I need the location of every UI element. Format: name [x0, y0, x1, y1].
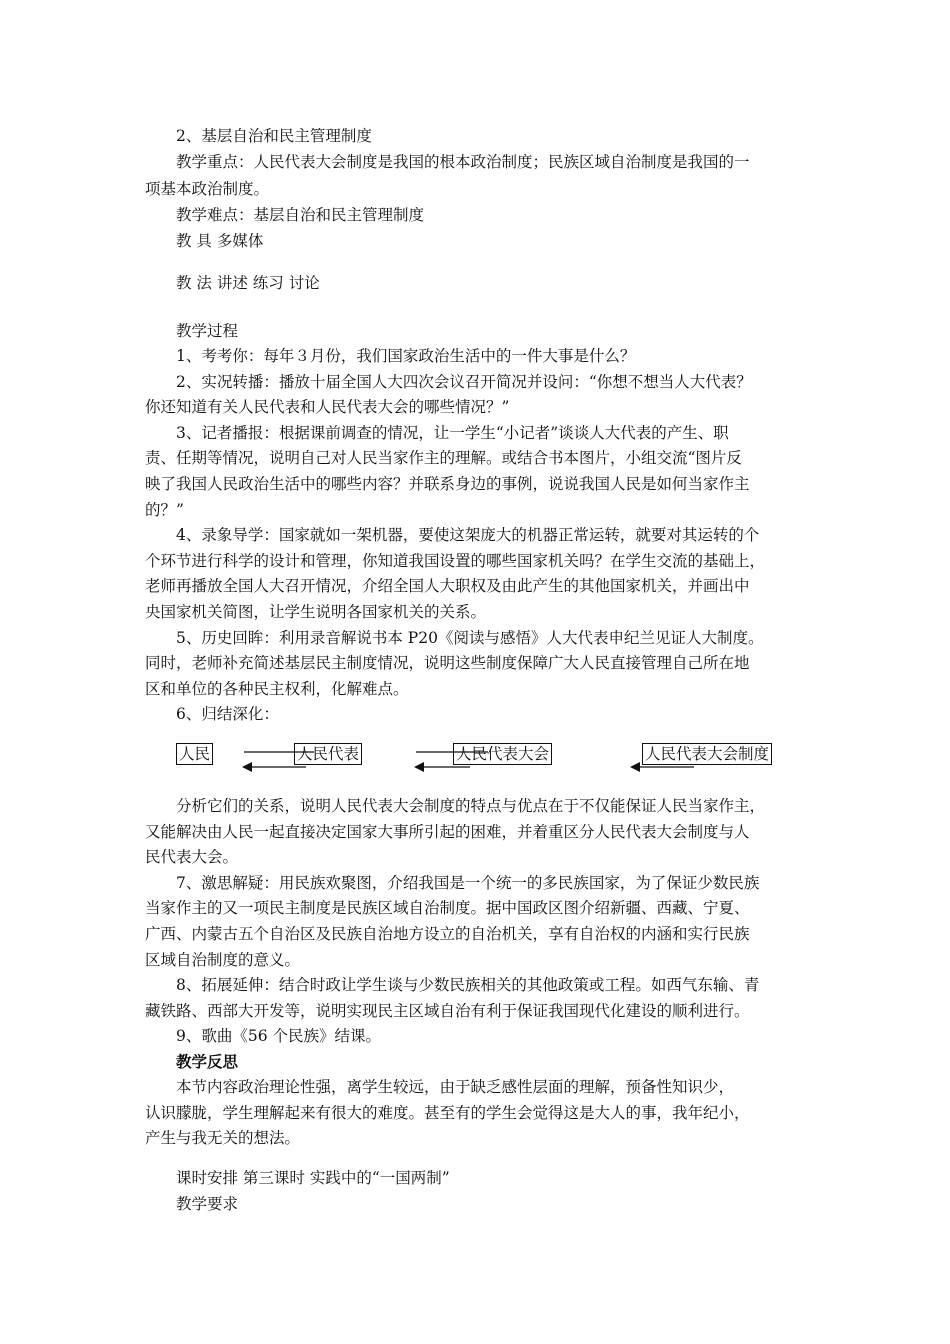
diagram-box-congress: 人民代表大会	[453, 743, 552, 765]
process-line: 同时，老师补充简述基层民主制度情况，说明这些制度保障广大人民直接管理自己所在地	[145, 654, 750, 673]
process-line: 5、历史回眸：利用录音解说书本 P20《阅读与感悟》人大代表申纪兰见证人大制度。	[176, 628, 764, 647]
process-line: 3、记者播报：根据课前调查的情况，让一学生“小记者”谈谈人大代表的产生、职	[176, 423, 729, 442]
reflection-line: 产生与我无关的想法。	[145, 1129, 301, 1148]
reflection-line: 认识朦胧，学生理解起来有很大的难度。甚至有的学生会觉得这是大人的事，我年纪小，	[145, 1103, 750, 1122]
process-line: 映了我国人民政治生活中的哪些内容？并联系身边的事例，说说我国人民是如何当家作主	[145, 475, 750, 493]
text-line: 藏铁路、西部大开发等，说明实现民主区域自治有利于保证我国现代化建设的顺利进行。	[145, 1001, 750, 1020]
process-line: 老师再播放全国人大召开情况，介绍全国人大职权及由此产生的其他国家机关，并画出中	[145, 577, 750, 596]
text-line: 7、激思解疑：用民族欢聚图，介绍我国是一个统一的多民族国家，为了保证少数民族	[176, 873, 760, 892]
arrowhead-3	[630, 762, 640, 772]
process-line: 4、录象导学：国家就如一架机器，要使这架庞大的机器正常运转，就要对其运转的个	[176, 526, 760, 545]
text-line: 2、基层自治和民主管理制度	[176, 127, 372, 145]
process-line: 1、考考你：每年３月份，我们国家政治生活中的一件大事是什么？	[176, 347, 636, 365]
text-line: 分析它们的关系，说明人民代表大会制度的特点与优点在于不仅能保证人民当家作主，	[176, 797, 766, 815]
process-line: 央国家机关简图，让学生说明各国家机关的关系。	[145, 603, 487, 621]
process-line: 个环节进行科学的设计和管理，你知道我国设置的哪些国家机关吗？在学生交流的基础上，	[145, 551, 766, 570]
text-line: 项基本政治制度。	[145, 179, 270, 198]
process-line: 责、任期等情况，说明自己对人民当家作主的理解。或结合书本图片，小组交流“图片反	[145, 449, 742, 468]
text-line: 区域自治制度的意义。	[145, 950, 301, 969]
text-line: 民代表大会。	[145, 848, 239, 867]
process-line: 区和单位的各种民主权利，化解难点。	[145, 679, 409, 698]
diagram-box-deputies: 人民代表	[294, 743, 362, 765]
text-line: 教学难点：基层自治和民主管理制度	[176, 205, 425, 224]
diagram-box-people: 人民	[176, 743, 213, 765]
process-line: 2、实况转播：播放十届全国人大四次会议召开简况并设问：“你想不想当人大代表？	[176, 372, 752, 391]
text-line: 9、歌曲《56 个民族》结课。	[176, 1027, 382, 1046]
process-title: 教学过程	[176, 322, 239, 340]
requirements-title: 教学要求	[176, 1195, 239, 1213]
text-line: 教学重点：人民代表大会制度是我国的根本政治制度；民族区域自治制度是我国的一	[176, 153, 750, 172]
process-line: 的？”	[145, 500, 184, 519]
text-line: 又能解决由人民一起直接决定国家大事所引起的困难，并着重区分人民代表大会制度与人	[145, 822, 750, 841]
arrowhead-2	[414, 762, 424, 772]
text-line: 8、拓展延伸：结合时政让学生谈与少数民族相关的其他政策或工程。如西气东输、青	[176, 976, 760, 995]
reflection-title: 教学反思	[176, 1052, 239, 1071]
process-line: 6、归结深化：	[176, 705, 279, 724]
text-line: 广西、内蒙古五个自治区及民族自治地方设立的自治机关，享有自治权的内涵和实行民族	[145, 925, 750, 943]
text-line: 当家作主的又一项民主制度是民族区域自治制度。据中国政区图介绍新疆、西藏、宁夏、	[145, 899, 750, 918]
diagram-box-system: 人民代表大会制度	[642, 743, 772, 765]
text-line: 教 具 多媒体	[176, 232, 264, 251]
teaching-method-line: 教 法 讲述 练习 讨论	[176, 274, 320, 292]
reflection-line: 本节内容政治理论性强，离学生较远，由于缺乏感性层面的理解，预备性知识少，	[176, 1078, 735, 1096]
schedule-line: 课时安排 第三课时 实践中的“一国两制”	[176, 1169, 450, 1187]
arrowhead-1	[242, 762, 252, 772]
process-line: 你还知道有关人民代表和人民代表大会的哪些情况？”	[145, 398, 510, 417]
